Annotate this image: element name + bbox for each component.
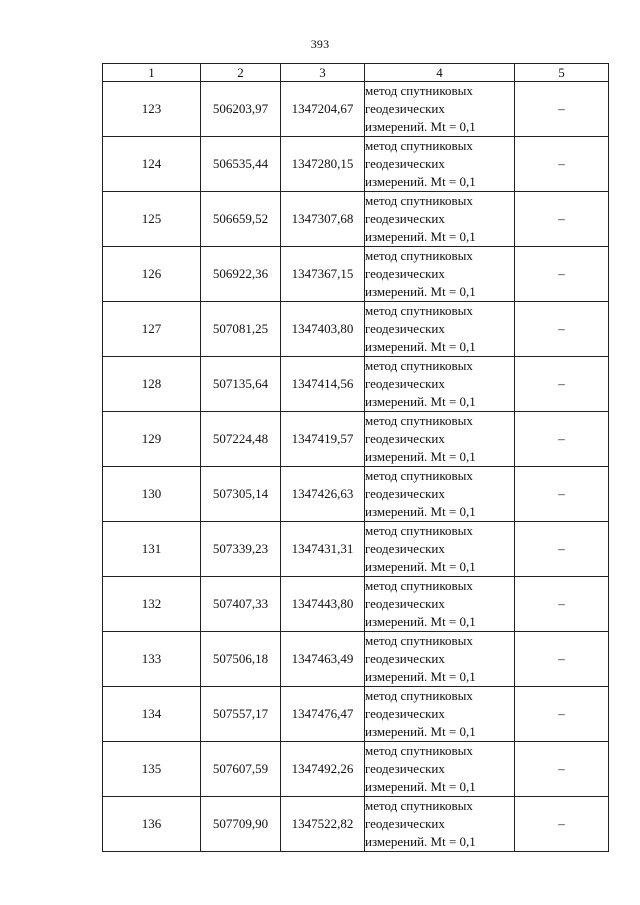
y-coordinate-cell: 1347403,80 <box>281 302 365 357</box>
header-col-1: 1 <box>103 64 201 82</box>
table-row <box>103 687 609 742</box>
method-cell <box>365 302 515 357</box>
table-row <box>103 797 609 852</box>
method-cell <box>365 632 515 687</box>
table-row <box>103 137 609 192</box>
point-number-cell: 132 <box>103 577 201 632</box>
x-coordinate-cell: 507135,64 <box>201 357 281 412</box>
y-coordinate-cell: 1347307,68 <box>281 192 365 247</box>
method-line: геодезических <box>365 321 445 336</box>
method-line: геодезических <box>365 761 445 776</box>
method-line: измерений. Mt = 0,1 <box>365 559 476 574</box>
method-line: измерений. Mt = 0,1 <box>365 339 476 354</box>
method-line: измерений. Mt = 0,1 <box>365 669 476 684</box>
method-line: метод спутниковых <box>365 523 473 538</box>
method-cell <box>365 247 515 302</box>
method-line: геодезических <box>365 101 445 116</box>
error-cell: – <box>515 192 609 247</box>
x-coordinate-cell: 506659,52 <box>201 192 281 247</box>
method-line: геодезических <box>365 816 445 831</box>
method-line: метод спутниковых <box>365 83 473 98</box>
method-line: измерений. Mt = 0,1 <box>365 284 476 299</box>
y-coordinate-cell: 1347280,15 <box>281 137 365 192</box>
table-row <box>103 742 609 797</box>
y-coordinate-cell: 1347431,31 <box>281 522 365 577</box>
method-line: измерений. Mt = 0,1 <box>365 504 476 519</box>
y-coordinate-cell: 1347367,15 <box>281 247 365 302</box>
method-line: измерений. Mt = 0,1 <box>365 724 476 739</box>
error-cell: – <box>515 137 609 192</box>
table-row <box>103 247 609 302</box>
error-cell: – <box>515 632 609 687</box>
method-cell <box>365 797 515 852</box>
y-coordinate-cell: 1347443,80 <box>281 577 365 632</box>
method-cell <box>365 467 515 522</box>
error-cell: – <box>515 357 609 412</box>
table-row <box>103 82 609 137</box>
method-line: метод спутниковых <box>365 688 473 703</box>
method-line: метод спутниковых <box>365 798 473 813</box>
method-line: геодезических <box>365 596 445 611</box>
x-coordinate-cell: 506922,36 <box>201 247 281 302</box>
y-coordinate-cell: 1347463,49 <box>281 632 365 687</box>
method-line: метод спутниковых <box>365 358 473 373</box>
table-row <box>103 577 609 632</box>
method-line: геодезических <box>365 541 445 556</box>
y-coordinate-cell: 1347522,82 <box>281 797 365 852</box>
table-row <box>103 412 609 467</box>
header-col-3: 3 <box>281 64 365 82</box>
method-line: измерений. Mt = 0,1 <box>365 614 476 629</box>
method-line: измерений. Mt = 0,1 <box>365 229 476 244</box>
method-cell <box>365 687 515 742</box>
table-row <box>103 632 609 687</box>
method-line: метод спутниковых <box>365 248 473 263</box>
method-line: измерений. Mt = 0,1 <box>365 119 476 134</box>
method-line: геодезических <box>365 211 445 226</box>
x-coordinate-cell: 507407,33 <box>201 577 281 632</box>
x-coordinate-cell: 507339,23 <box>201 522 281 577</box>
x-coordinate-cell: 507709,90 <box>201 797 281 852</box>
method-line: метод спутниковых <box>365 743 473 758</box>
header-row <box>103 64 609 82</box>
method-line: метод спутниковых <box>365 578 473 593</box>
point-number-cell: 134 <box>103 687 201 742</box>
error-cell: – <box>515 577 609 632</box>
method-line: измерений. Mt = 0,1 <box>365 449 476 464</box>
method-line: геодезических <box>365 266 445 281</box>
x-coordinate-cell: 507224,48 <box>201 412 281 467</box>
method-cell <box>365 522 515 577</box>
coordinates-table <box>102 63 609 852</box>
table-header <box>103 64 609 82</box>
y-coordinate-cell: 1347476,47 <box>281 687 365 742</box>
point-number-cell: 131 <box>103 522 201 577</box>
y-coordinate-cell: 1347204,67 <box>281 82 365 137</box>
y-coordinate-cell: 1347426,63 <box>281 467 365 522</box>
x-coordinate-cell: 506535,44 <box>201 137 281 192</box>
method-line: геодезических <box>365 651 445 666</box>
error-cell: – <box>515 797 609 852</box>
table-row <box>103 302 609 357</box>
method-line: метод спутниковых <box>365 303 473 318</box>
point-number-cell: 123 <box>103 82 201 137</box>
page-number: 393 <box>310 37 330 51</box>
error-cell: – <box>515 247 609 302</box>
method-line: измерений. Mt = 0,1 <box>365 174 476 189</box>
method-line: геодезических <box>365 706 445 721</box>
header-col-4: 4 <box>365 64 515 82</box>
error-cell: – <box>515 82 609 137</box>
method-line: геодезических <box>365 431 445 446</box>
table-row <box>103 357 609 412</box>
point-number-cell: 127 <box>103 302 201 357</box>
y-coordinate-cell: 1347414,56 <box>281 357 365 412</box>
method-cell <box>365 82 515 137</box>
x-coordinate-cell: 507305,14 <box>201 467 281 522</box>
error-cell: – <box>515 302 609 357</box>
method-line: метод спутниковых <box>365 633 473 648</box>
x-coordinate-cell: 506203,97 <box>201 82 281 137</box>
error-cell: – <box>515 467 609 522</box>
method-cell <box>365 412 515 467</box>
method-line: геодезических <box>365 486 445 501</box>
method-line: измерений. Mt = 0,1 <box>365 394 476 409</box>
y-coordinate-cell: 1347419,57 <box>281 412 365 467</box>
point-number-cell: 133 <box>103 632 201 687</box>
table-row <box>103 192 609 247</box>
error-cell: – <box>515 522 609 577</box>
point-number-cell: 135 <box>103 742 201 797</box>
method-cell <box>365 577 515 632</box>
x-coordinate-cell: 507081,25 <box>201 302 281 357</box>
method-line: измерений. Mt = 0,1 <box>365 834 476 849</box>
method-line: метод спутниковых <box>365 468 473 483</box>
header-col-2: 2 <box>201 64 281 82</box>
point-number-cell: 124 <box>103 137 201 192</box>
header-col-5: 5 <box>515 64 609 82</box>
method-cell <box>365 137 515 192</box>
method-line: метод спутниковых <box>365 138 473 153</box>
table-row <box>103 467 609 522</box>
method-cell <box>365 192 515 247</box>
error-cell: – <box>515 687 609 742</box>
method-cell <box>365 357 515 412</box>
x-coordinate-cell: 507557,17 <box>201 687 281 742</box>
method-cell <box>365 742 515 797</box>
point-number-cell: 125 <box>103 192 201 247</box>
method-line: геодезических <box>365 156 445 171</box>
table-body <box>103 82 609 852</box>
point-number-cell: 129 <box>103 412 201 467</box>
method-line: измерений. Mt = 0,1 <box>365 779 476 794</box>
method-line: метод спутниковых <box>365 413 473 428</box>
error-cell: – <box>515 412 609 467</box>
point-number-cell: 130 <box>103 467 201 522</box>
point-number-cell: 126 <box>103 247 201 302</box>
y-coordinate-cell: 1347492,26 <box>281 742 365 797</box>
x-coordinate-cell: 507607,59 <box>201 742 281 797</box>
point-number-cell: 128 <box>103 357 201 412</box>
method-line: геодезических <box>365 376 445 391</box>
table-row <box>103 522 609 577</box>
method-line: метод спутниковых <box>365 193 473 208</box>
point-number-cell: 136 <box>103 797 201 852</box>
error-cell: – <box>515 742 609 797</box>
x-coordinate-cell: 507506,18 <box>201 632 281 687</box>
